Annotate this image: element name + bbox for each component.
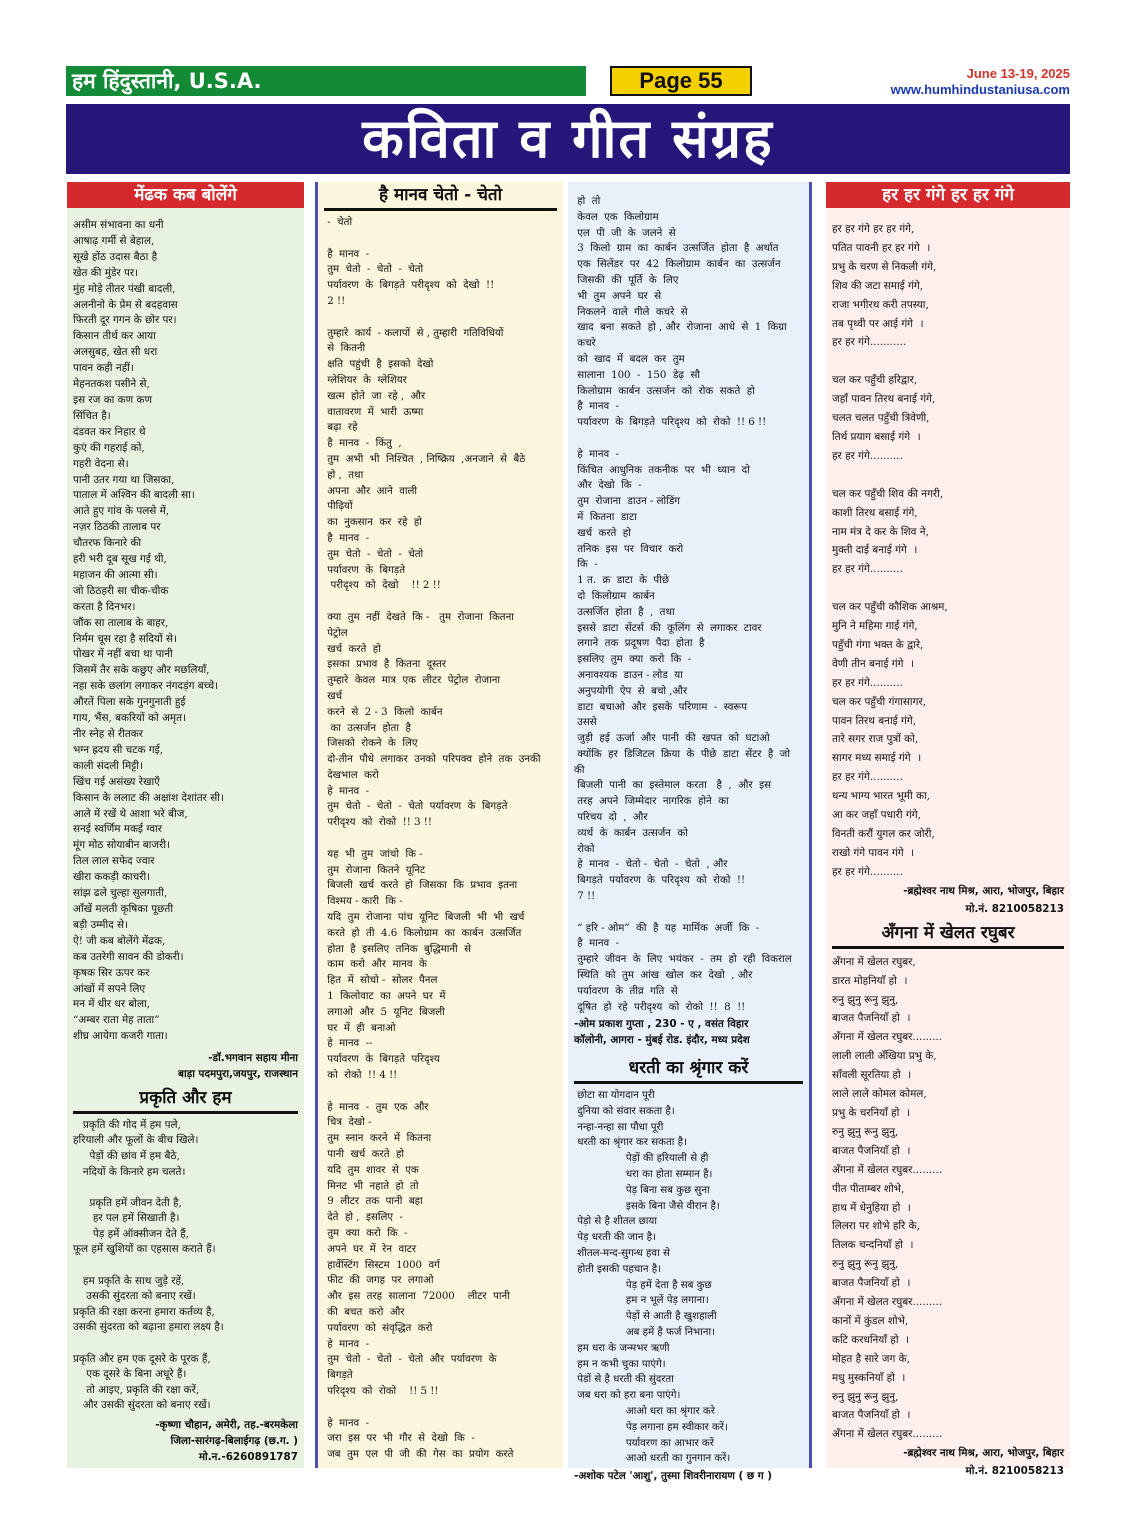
poem-author: -कृष्णा चौहान, अमेरी, तह.-बरमकेला जिला-सारंगढ़-बिलाईगढ़ (छ.ग. ) मो.न.-6260891787	[155, 1419, 298, 1463]
section-title: कविता व गीत संग्रह	[66, 104, 1070, 174]
poem-author: -ब्रह्मेश्वर नाथ मिश्र, आरा, भोजपुर, बिहार मो.नं. 8210058213	[903, 884, 1064, 915]
poem-title: प्रकृति और हम	[73, 1085, 298, 1114]
poem-title: अँगना में खेलत रघुबर	[832, 920, 1064, 949]
website-link[interactable]: www.humhindustaniusa.com	[890, 82, 1070, 97]
page-number: Page 55	[610, 66, 752, 96]
poem-title: हर हर गंगे हर हर गंगे	[826, 182, 1070, 208]
poem-author: -ओम प्रकाश गुप्ता , 230 - ए , वसंत विहार कॉलोनी, आगरा - मुंबई रोड. इंदौर, मध्य प्रदेश	[574, 1018, 750, 1047]
poem-text: असीम संभावना का धनी आषाढ़ गर्मी से बेहाल, सूखे होंठ उदास बैठा है खेत की मुंडेर पर। मुंह मोड़े तीतर पंखी बादली, अलनीनो के प्रेम से बदहवास फिरती दूर गगन के छोर पर। किसान तीर्थ कर आया अलसुबह, खेत सी धरा पावन कही नहीं। मेहनतकश पसीने से, इस रज का कण कण सिंचित है। दंडवत कर निहार थे कुएं की गहराई को, गहरी वेदना से। पानी उतर गया था जिसका, पाताल में अश्विन की बादली सा। आते हुए गांव के पलसे में, नज़र ठिठकी तालाब पर चौतरफ किनारे की हरी भरी दूब सूख गई थी, महाजन की आत्मा सी। जो ठिठहरी सा चीक-चीक करता है दिनभर। जौंक सा तालाब के बाहर, निर्मम चूस रहा है सदियों से। पोखर में नहीं बचा था पानी जिसमें तैर सके कछुए और मछलियाँ, नहा सके छलांग लगाकर नंगदड़ंग बच्चे। औरतें पिला सके गुनगुनाती हुई गाय, भैंस, बकरियों को अमृत। नीर स्नेह से रीतकर भग्न ह्रदय सी चटक गई, काली संदली मिट्टी। खिंच गई असंख्य रेखाएँ किसान के ललाट की अक्षांश देशांतर सी। आले में रखें थे आशा भरे बीज, सनई स्वर्णिम मकई ग्वार मूंग मोठ सोयाबीन बाजरी। तिल लाल सफेद ज्वार खीरा ककड़ी काचरी। सांझ ढले चुल्हा सुलगाती, आँखें मलती कृषिका पूछती बड़ी उम्मीद से। ऐ! जी कब बोलेंगे मेंढक, कब उतरेगी सावन की डोकरी। कृषक सिर ऊपर कर आंखों में सपने लिए मन में धीर धर बोला, “अम्बर राता मेह ताता” शीघ्र आयेगा कजरी गाता।	[73, 219, 224, 1043]
poem-author: -डॉ.भगवान सहाय मीना बाड़ा पदमपुरा,जयपुर, राजस्थान	[178, 1052, 298, 1080]
poem-title: है मानव चेतो - चेतो	[324, 182, 557, 211]
column-3	[568, 182, 812, 1483]
issue-date: June 13-19, 2025	[966, 66, 1070, 81]
poem-text: अँगना में खेलत रघुबर, डारत मोहनियाँ हो । रुनु झुनु रूनु झुनु, बाजत पैजनियाँ हो । अँगना में खेलत रघुबर......... लाली लाली अँखिया प्रभु के, साँवली सूरतिया हो । लाले लाले कोमल कोमल, प्रभु के चरनियाँ हो । रुनु झुनु रूनु झुनु, बाजत पैजनियाँ हो । अँगना में खेलत रघुबर......... पीत पीताम्बर शोभे, हाथ में धेनुहिया हो । लिलरा पर शोभे हरि के, तिलक चन्दनियाँ हो । रुनु झुनु रूनु झुनु, बाजत पैजनियाँ हो । अँगना में खेलत रघुबर......... कानों में कुंडल शोभे, कटि करधनियाँ हो । मोहत है सारे जग के, मधु मुस्कनियाँ हो । रुनु झुनु रूनु झुनु, बाजत पैजनियाँ हो । अँगना में खेलत रघुबर.........	[832, 955, 943, 1441]
poem-title: मेंढक कब बोलेंगे	[67, 182, 304, 208]
column-4	[826, 182, 1070, 1478]
poem-author: -ब्रह्मेश्वर नाथ मिश्र, आरा, भोजपुर, बिहार मो.नं. 8210058213	[903, 1447, 1064, 1478]
paper-name: हम हिंदुस्तानी, U.S.A.	[66, 66, 586, 96]
poem-author: -अशोक पटेल 'आशु', तुस्मा शिवरीनारायण ( छ ग )	[574, 1470, 773, 1483]
poem-text: हो तो केवल एक किलोग्राम एल पी जी के जलने से 3 किलो ग्राम का कार्बन उत्सर्जित होता है अर्थात एक सिलेंडर पर 42 किलोग्राम कार्बन का उत्सर्जन जिसकी की पूर्ति के लिए भी तुम अपने घर से निकलने वाले गीले कचरे से खाद बना सकते हो , और रोजाना आधे से 1 किग्रा कचरे को खाद में बदल कर तुम सालाना 100 - 150 डेढ़ सौ किलोग्राम कार्बन उत्सर्जन को रोक सकते हो है मानव - पर्यावरण के बिगड़ते परिदृश्य को रोको !! 6 !! हे मानव - किंचित आधुनिक तकनीक पर भी ध्यान दो और देखो कि - तुम रोजाना डाउन - लोडिंग में कितना डाटा खर्च करते हो तनिक इस पर विचार करो कि - 1 त. क्र डाटा के पीछे दो किलोग्राम कार्बन उत्सर्जित होता है , तथा इससे डाटा सेंटर्स की कूलिंग से लगाकर टावर लगाने तक प्रदूषण पैदा होता है इसलिए तुम क्या करो कि - अनावश्यक डाउन - लोड या अनुपयोगी ऐप से बचो ,और डाटा बचाओ और इसके परिणाम - स्वरूप उससे जुड़ी हई ऊर्जा और पानी की खपत को घटाओ क्योंकि हर डिजिटल क्रिया के पीछे डाटा सेंटर है जो की बिजली पानी का इस्तेमाल करता है , और इस तरह अपने जिम्मेदार नागरिक होने का परिचय दो , और व्यर्थ के कार्बन उत्सर्जन को रोको हे मानव - चेतो - चेतो - चेतो , और बिगड़ते पर्यावरण के परिदृश्य को रोको !! 7 !! “ हरि - ओम” की है यह मार्मिक अर्जी कि - है मानव - तुम्हारे जीवन के लिए भयंकर - तम हो रही विकराल स्थिति को तुम आंख खोल कर देखो , और पर्यावरण के तीव्र गति से दूषित हो रहे परीदृश्य को रोको !! 8 !!	[574, 196, 792, 1013]
poem-text: प्रकृति की गोद में हम पले, हरियाली और फूलों के बीच खिले। पेड़ों की छांव में हम बैठे, नदियों के किनारे हम चलते। प्रकृति हमें जीवन देती है, हर पल हमें सिखाती है। पेड़ हमें ऑक्सीजन देते हैं, फूल हमें खुशियों का एहसास कराते हैं। हम प्रकृति के साथ जुड़े रहें, उसकी सुंदरता को बनाए रखें। प्रकृति की रक्षा करना हमारा कर्तव्य है, उसकी सुंदरता को बढ़ाना हमारा लक्ष्य है। प्रकृति और हम एक दूसरे के पूरक हैं, एक दूसरे के बिना अधूरे हैं। तो आइए, प्रकृति की रक्षा करें, और उसकी सुंदरता को बनाए रखें।	[73, 1118, 224, 1412]
masthead	[66, 66, 1070, 100]
poem-text: हर हर गंगे हर हर गंगे, पतित पावनी हर हर गंगे । प्रभु के चरण से निकली गंगे, शिव की जटा समाई गंगे, राजा भगीरथ करी तपस्या, तब पृथ्वी पर आई गंगे । हर हर गंगे........... चल कर पहुँची हरिद्वार, जहाँ पावन तिरथ बनाई गंगे, चलत चलत पहुँची त्रिवेणी, तिर्थ प्रयाग बसाई गंगे । हर हर गंगे.......... चल कर पहुँची शिव की नगरी, काशी तिरथ बसाई गंगे, नाम मंत्र दे कर के शिव ने, मुक्ती दाई बनाई गंगे । हर हर गंगे.......... चल कर पहुँची कौशिक आश्रम, मुनि ने महिमा गाई गंगे, पहुँची गंगा भक्त के द्वारे, वेणी तीन बनाई गंगे । हर हर गंगे.......... चल कर पहुँची गंगासागर, पावन तिरथ बनाई गंगे, तारे सगर राज पुत्रों को, सागर मध्य समाई गंगे । हर हर गंगे.......... धन्य भाग्य भारत भूमी का, आ कर जहाँ पधारी गंगे, विनती करौं युगल कर जोरी, राखो गंगे पावन गंगे । हर हर गंगे..........	[832, 223, 948, 878]
poem-title: धरती का श्रृंगार करें	[574, 1055, 803, 1084]
column-1	[67, 182, 304, 1468]
poem-text: छोटा सा योगदान पूरी दुनिया को संवार सकता है। नन्हा-नन्हा सा पौधा पूरी धरती का श्रृंगार कर सकता है। पेड़ों की हरियाली से ही धरा का होता सम्मान है। पेड़ बिना सब कुछ सुना इसके बिना जैसे वीरान है। पेड़ो से है शीतल छाया पेड़ धरती की जान है। शीतल-मन्द-सुगन्ध हवा से होती इसकी पहचान है। पेड़ हमें देता है सब कुछ हम न भूलें पेड़ लगाना। पेड़ों से आती है खुशहाली अब हमें है फर्ज निभाना। हम धरा के जन्मभर ऋणी हम न कभी चुका पाएंगे। पेडों से है धरती की सुंदरता जब धरा को हरा बना पाएंगे। आओ धरा का श्रृंगार करे पेड़ लगाना हम स्वीकार करें। पर्यावरण का आभार करें आओ धरती का गुनगान करें।	[577, 1090, 731, 1465]
column-2	[315, 182, 563, 1468]
poem-text: - चेतो है मानव - तुम चेतो - चेतो - चेतो पर्यावरण के बिगड़ते परीदृश्य को देखो !! 2 !! तुम्हारे कार्य - कलापों से , तुम्हारी गतिविधियों से कितनी क्षति पहुंची है इसको देखो ग्लेशियर के ग्लेशियर खत्म होते जा रहे , और वातावरण में भारी ऊष्मा बढ़ा रहे है मानव - किंतु , तुम अभी भी निश्चित , निष्क्रिय ,अनजाने से बैठे हो , तथा अपना और आने वाली पीढ़ियों का नुकसान कर रहे हो है मानव - तुम चेतो - चेतो - चेतो पर्यावरण के बिगड़ते परीदृश्य को देखो !! 2 !! क्या तुम नहीं देखते कि - तुम रोजाना कितना पेट्रोल खर्च करते हो इसका प्रभाव है कितना दूस्तर तुम्हारे केवल मात्र एक लीटर पेट्रोल रोजाना खर्च करने से 2 - 3 किलो कार्बन का उत्सर्जन होता है जिसको रोकने के लिए दो-तीन पौधे लगाकर उनको परिपक्व होने तक उनकी देखभाल करो हे मानव - तुम चेतो - चेतो - चेतो पर्यावरण के बिगड़ते परीदृश्य को रोको !! 3 !! यह भी तुम जांचो कि - तुम रोजाना कितने यूनिट बिजली खर्च करते हो जिसका कि प्रभाव इतना विश्मय - कारी कि - यदि तुम रोजाना पांच यूनिट बिजली भी भी खर्च करते हो ती 4.6 किलोग्राम का कार्बन उत्सर्जित होता है इसलिए तनिक बुद्धिमानी से काम करो और मानव के हित में सोचो - सोलर पैनल 1 किलोवाट का अपने घर में लगाओ और 5 यूनिट बिजली घर में ही बनाओ हे मानव -- पर्यावरण के बिगड़ते परिदृश्य को रोको !! 4 !! हे मानव - तुम एक और चित्र देखो - तुम स्नान करने में कितना पानी खर्च करते हो यदि तुम शावर से एक मिनट भी नहाते हो तो 9 लीटर तक पानी बहा देते हो , इसलिए - तुम क्या करो कि - अपने घर में रेन वाटर हार्वेस्टिंग सिस्टम 1000 वर्ग फीट की जगह पर लगाओ और इस तरह सालाना 72000 लीटर पानी की बचत करो और पर्यावरण को संवृद्धित करो हे मानव - तुम चेतो - चेतो - चेतो और पर्यावरण के बिगड़ते परिदृश्य को रोको !! 5 !! हे मानव - जरा इस पर भी गौर से देखो कि - जब तुम एल पी जी की गेस का प्रयोग करते	[327, 217, 541, 1461]
